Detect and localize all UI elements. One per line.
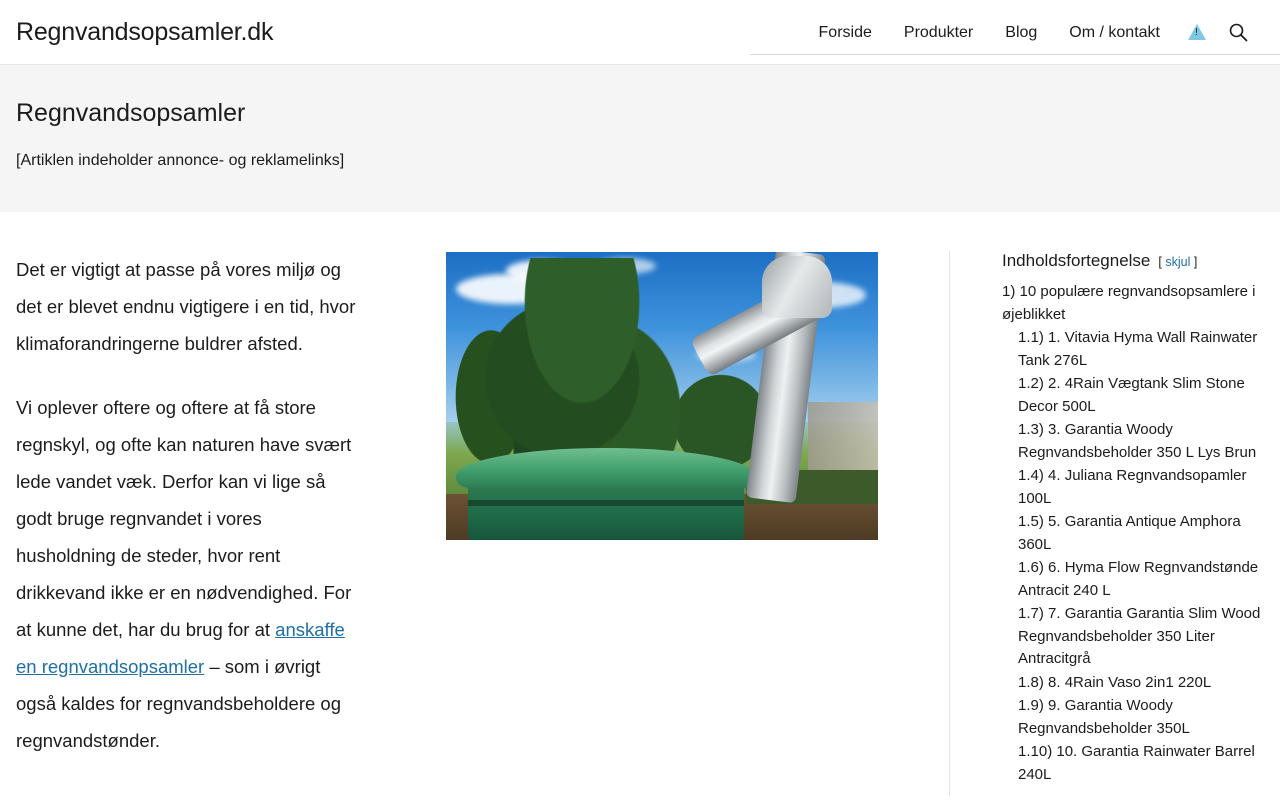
- toc-item-label: 1. Vitavia Hyma Wall Rainwater Tank 276L: [1018, 329, 1258, 369]
- photo-pipe-elbow: [762, 256, 832, 318]
- page-subtitle-disclaimer: [Artiklen indeholder annonce- og reklamelinks]: [16, 152, 345, 169]
- site-title[interactable]: Regnvandsopsamler.dk: [16, 17, 274, 46]
- content-divider: [949, 251, 950, 796]
- toc-item-number: 1.4): [1018, 467, 1044, 484]
- photo-spruce-tree: [482, 258, 682, 478]
- table-of-contents: [950, 251, 1280, 787]
- toc-item-number: 1.9): [1018, 697, 1044, 714]
- nav-item-forside[interactable]: Forside: [818, 23, 872, 41]
- toc-item-number: 1.5): [1018, 513, 1044, 530]
- toc-item[interactable]: [1002, 280, 1264, 326]
- nav-item-produkter[interactable]: Produkter: [903, 23, 974, 41]
- toc-item[interactable]: [1002, 511, 1264, 556]
- nav-item-blog[interactable]: Blog: [1005, 23, 1038, 41]
- toc-item-label: 10. Garantia Rainwater Barrel 240L: [1018, 743, 1255, 783]
- photo-barrel-shadow: [468, 500, 744, 506]
- site-header: [0, 0, 1280, 65]
- search-icon[interactable]: [1218, 22, 1264, 42]
- article-figure: [446, 252, 878, 770]
- toc-toggle-close-bracket: ]: [1193, 255, 1198, 269]
- toc-item-number: 1.8): [1018, 673, 1044, 691]
- toc-item-number: 1.2): [1018, 375, 1044, 392]
- toc-toggle-open-bracket: [: [1158, 255, 1162, 269]
- header-divider: [750, 54, 1280, 55]
- toc-item[interactable]: [1002, 465, 1264, 510]
- toc-item[interactable]: [1002, 327, 1264, 372]
- toc-item[interactable]: [1002, 373, 1264, 418]
- content-area: [0, 212, 1280, 787]
- toc-item-number: 1.3): [1018, 421, 1044, 438]
- toc-list: [1002, 280, 1264, 786]
- toc-item-label: 6. Hyma Flow Regnvandstønde Antracit 240 L: [1018, 559, 1259, 599]
- toc-item[interactable]: [1002, 672, 1264, 695]
- toc-toggle-label: skjul: [1165, 255, 1191, 269]
- toc-item-number: 1): [1002, 283, 1016, 300]
- nav-item-om-kontakt[interactable]: Om / kontakt: [1069, 23, 1160, 41]
- paragraph-2-text-before: Vi oplever oftere og oftere at få store regnskyl, og ofte kan naturen have svært lede vandet væk. Derfor kan vi lige så godt bruge regnvandet i vores husholdning de steder, hvor rent drikkevand ikke er en nødvendighed. For at kunne det, har du brug for at: [16, 397, 352, 640]
- toc-item-number: 1.1): [1018, 329, 1044, 346]
- toc-item-label: 8. 4Rain Vaso 2in1 220L: [1048, 673, 1212, 691]
- paragraph-2-text-after: – som i øvrigt også kaldes for regnvandsbeholdere og regnvandstønder.: [16, 656, 342, 751]
- rainwater-barrel-photo: [446, 252, 878, 540]
- warning-triangle-glyph: [1188, 24, 1206, 40]
- page-title: Regnvandsopsamler: [16, 99, 246, 127]
- page-title-band: [0, 65, 1280, 212]
- toc-item-label: 4. Juliana Regnvandsopamler 100L: [1018, 467, 1247, 507]
- toc-header: [1002, 251, 1264, 271]
- toc-item[interactable]: [1002, 741, 1264, 786]
- warning-triangle-icon[interactable]: [1176, 24, 1218, 40]
- toc-item-label: 3. Garantia Woody Regnvandsbeholder 350 L Lys Brun: [1018, 421, 1257, 461]
- photo-barrel-body: [468, 480, 744, 540]
- toc-item[interactable]: [1002, 603, 1264, 671]
- toc-item[interactable]: [1002, 557, 1264, 602]
- toc-item-label: 5. Garantia Antique Amphora 360L: [1018, 513, 1241, 553]
- toc-item-label: 9. Garantia Woody Regnvandsbeholder 350L: [1018, 697, 1190, 737]
- toc-toggle-button[interactable]: [1158, 255, 1197, 269]
- article-paragraph-2: [16, 389, 358, 759]
- article-column: [0, 251, 950, 787]
- toc-title: Indholdsfortegnelse: [1002, 251, 1151, 270]
- toc-item[interactable]: [1002, 695, 1264, 740]
- article-paragraph-1: Det er vigtigt at passe på vores miljø og det er blevet endnu vigtigere i en tid, hvor klimaforandringerne buldrer afsted.: [16, 259, 356, 354]
- anskaffe-regnvandsopsamler-link[interactable]: anskaffe en regnvandsopsamler: [16, 619, 345, 677]
- toc-item-number: 1.7): [1018, 605, 1044, 622]
- toc-item[interactable]: [1002, 419, 1264, 464]
- toc-item-number: 1.10): [1018, 743, 1053, 760]
- toc-item-label: 7. Garantia Garantia Slim Wood Regnvandsbeholder 350 Liter Antracitgrå: [1018, 605, 1261, 667]
- article-body: [16, 251, 358, 786]
- toc-item-label: 10 populære regnvandsopsamlere i øjeblikket: [1002, 283, 1256, 323]
- toc-item-label: 2. 4Rain Vægtank Slim Stone Decor 500L: [1018, 375, 1245, 415]
- toc-item-number: 1.6): [1018, 559, 1044, 576]
